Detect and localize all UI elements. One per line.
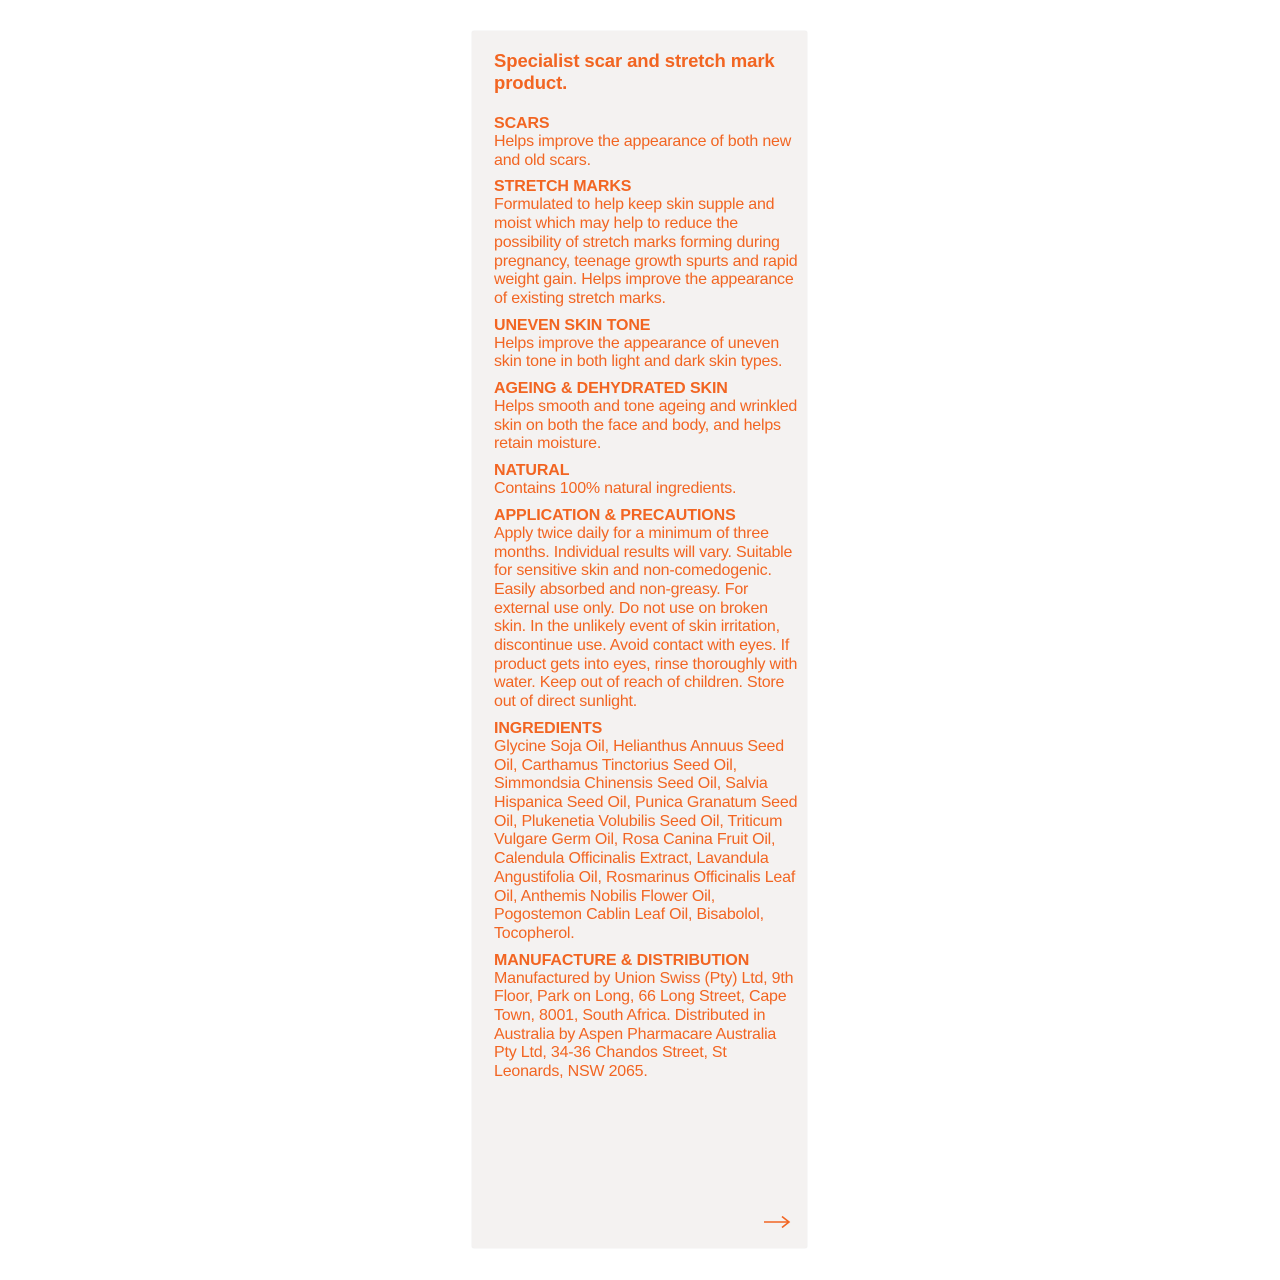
section-ingredients: [494, 719, 799, 944]
section-body: Helps improve the appearance of both new and old scars.: [494, 133, 792, 169]
section-heading: AGEING & DEHYDRATED SKIN: [494, 380, 728, 398]
section-body: Glycine Soja Oil, Helianthus Annuus Seed Oil, Carthamus Tinctorius Seed Oil, Simmondsia Chinensis Seed Oil, Salvia Hispanica Seed Oil, Punica Granatum Seed Oil, Plukenetia Volubilis Seed Oil, Triticum Vulgare Germ Oil, Rosa Canina Fruit Oil, Calendula Officinalis Extract, Lavandula Angustifolia Oil, Rosmarinus Officinalis Leaf Oil, Anthemis Nobilis Flower Oil, Pogostemon Cablin Leaf Oil, Bisabolol, Tocopherol.: [494, 737, 798, 942]
section-ageing-dehydrated-skin: [494, 379, 799, 454]
section-application-precautions: [494, 506, 799, 712]
section-body: Helps improve the appearance of uneven skin tone in both light and dark skin types.: [494, 334, 783, 371]
section-body: Helps smooth and tone ageing and wrinkled skin on both the face and body, and helps retain moisture.: [494, 398, 798, 453]
section-scars: [494, 114, 799, 170]
section-stretch-marks: [494, 177, 799, 308]
arrow-right-icon: [763, 1215, 791, 1229]
section-heading: SCARS: [494, 115, 550, 132]
section-body: Apply twice daily for a minimum of three months. Individual results will vary. Suitable for sensitive skin and non-comedogenic. Easily absorbed and non-greasy. For external use only. Do not use on broken skin. In the unlikely event of skin irritation, discontinue use. Avoid contact with eyes. If product gets into eyes, rinse thoroughly with water. Keep out of reach of children. Store out of direct sunlight.: [494, 524, 798, 711]
section-heading: UNEVEN SKIN TONE: [494, 316, 651, 334]
section-heading: NATURAL: [494, 462, 570, 480]
panel-headline: Specialist scar and stretch mark product.: [494, 50, 775, 93]
section-body: Contains 100% natural ingredients.: [494, 480, 737, 498]
section-body: Manufactured by Union Swiss (Pty) Ltd, 9th Floor, Park on Long, 66 Long Street, Cape Town, 8001, South Africa. Distributed in Australia by Aspen Pharmacare Australia Pty Ltd, 34-36 Chandos Street, St Leonards, NSW 2065.: [494, 969, 794, 1081]
section-natural: [494, 461, 799, 499]
section-heading: INGREDIENTS: [494, 719, 603, 737]
product-box-side-panel: [472, 31, 807, 1248]
section-body: Formulated to help keep skin supple and moist which may help to reduce the possibility of stretch marks forming during pregnancy, teenage growth spurts and rapid weight gain. Helps improve the appearance of existing stretch marks.: [494, 196, 798, 307]
panel-content: [494, 50, 799, 1089]
section-heading: MANUFACTURE & DISTRIBUTION: [494, 951, 750, 969]
section-manufacture-distribution: [494, 951, 799, 1082]
section-heading: APPLICATION & PRECAUTIONS: [494, 506, 736, 524]
section-heading: STRETCH MARKS: [494, 178, 632, 196]
section-uneven-skin-tone: [494, 316, 799, 372]
